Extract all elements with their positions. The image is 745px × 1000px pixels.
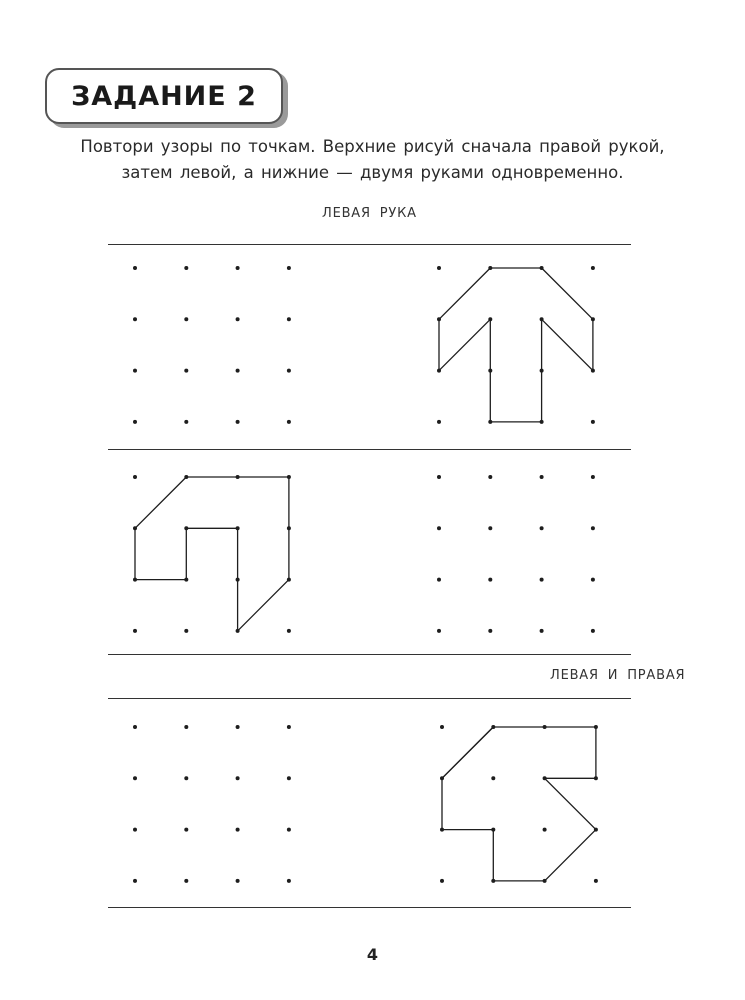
grid-dot <box>133 420 137 424</box>
grid-dot <box>184 317 188 321</box>
grid-dot <box>236 266 240 270</box>
grid-dot <box>540 629 544 633</box>
arrow-left-pattern-diagonal <box>442 727 493 778</box>
grid-dot <box>437 526 441 530</box>
hook-pattern-outline <box>135 477 289 631</box>
grid-dot <box>488 578 492 582</box>
sample-hook <box>133 475 291 633</box>
grid-dot <box>594 776 598 780</box>
grid-dot <box>440 725 444 729</box>
grid-dot <box>591 475 595 479</box>
grid-dot <box>184 578 188 582</box>
grid-dot <box>236 420 240 424</box>
grid-dot <box>488 266 492 270</box>
grid-dot <box>184 420 188 424</box>
grid-dot <box>440 828 444 832</box>
grid-dot <box>488 317 492 321</box>
empty-dot-grid-arrow-up[interactable] <box>133 266 291 424</box>
grid-dot <box>133 369 137 373</box>
grid-dot <box>133 475 137 479</box>
grid-dot <box>543 879 547 883</box>
grid-dot <box>133 629 137 633</box>
grid-dot <box>236 776 240 780</box>
grid-dot <box>491 776 495 780</box>
grid-dot <box>488 369 492 373</box>
grid-dot <box>543 725 547 729</box>
instruction-line-2: затем левой, а нижние — двумя руками одновременно. <box>121 163 624 182</box>
grid-dot <box>491 879 495 883</box>
grid-dot <box>591 317 595 321</box>
grid-dot <box>437 475 441 479</box>
grid-dot <box>591 629 595 633</box>
grid-dot <box>236 369 240 373</box>
empty-dot-grid-hook[interactable] <box>437 475 595 633</box>
grid-dot <box>184 526 188 530</box>
grid-dot <box>184 369 188 373</box>
arrow-left-pattern-outline <box>442 727 596 881</box>
grid-dot <box>540 578 544 582</box>
section-label-both-hands: ЛЕВАЯ И ПРАВАЯ <box>550 668 686 683</box>
grid-dot <box>591 526 595 530</box>
grid-dot <box>133 828 137 832</box>
grid-dot <box>236 526 240 530</box>
grid-dot <box>133 317 137 321</box>
page-number: 4 <box>366 945 379 964</box>
grid-dot <box>287 879 291 883</box>
grid-dot <box>236 879 240 883</box>
grid-dot <box>184 266 188 270</box>
grid-dot <box>287 369 291 373</box>
section-label-left-hand: ЛЕВАЯ РУКА <box>322 206 417 221</box>
grid-dot <box>133 526 137 530</box>
grid-dot <box>184 725 188 729</box>
grid-dot <box>287 629 291 633</box>
grid-dot <box>184 776 188 780</box>
grid-dot <box>540 475 544 479</box>
grid-dot <box>133 776 137 780</box>
grid-dot <box>591 369 595 373</box>
grid-dot <box>488 629 492 633</box>
grid-dot <box>543 776 547 780</box>
grid-dot <box>540 420 544 424</box>
grid-dot <box>491 725 495 729</box>
grid-dot <box>133 879 137 883</box>
grid-dot <box>540 526 544 530</box>
grid-dot <box>287 266 291 270</box>
grid-dot <box>236 578 240 582</box>
grid-dot <box>488 526 492 530</box>
grid-dot <box>594 879 598 883</box>
grid-dot <box>133 725 137 729</box>
grid-dot <box>184 879 188 883</box>
grid-dot <box>437 266 441 270</box>
sample-arrow-up <box>437 266 595 424</box>
grid-dot <box>540 266 544 270</box>
grid-dot <box>437 578 441 582</box>
grid-dot <box>591 420 595 424</box>
grid-dot <box>184 475 188 479</box>
task-title: ЗАДАНИЕ 2 <box>71 80 257 112</box>
grid-dot <box>184 629 188 633</box>
grid-dot <box>437 420 441 424</box>
grid-dot <box>236 828 240 832</box>
grid-dot <box>437 629 441 633</box>
instruction-line-1: Повтори узоры по точкам. Верхние рисуй сначала правой рукой, <box>80 137 665 156</box>
grid-dot <box>287 475 291 479</box>
grid-dot <box>437 369 441 373</box>
arrow-up-pattern-outline <box>439 268 593 422</box>
grid-dot <box>488 475 492 479</box>
grid-dot <box>540 317 544 321</box>
empty-dot-grid-arrow-left[interactable] <box>133 725 291 883</box>
grid-dot <box>437 317 441 321</box>
grid-dot <box>287 776 291 780</box>
grid-dot <box>540 369 544 373</box>
grid-dot <box>287 725 291 729</box>
grid-dot <box>236 475 240 479</box>
grid-dot <box>488 420 492 424</box>
grid-dot <box>287 828 291 832</box>
grid-dot <box>236 317 240 321</box>
grid-dot <box>287 526 291 530</box>
grid-dot <box>133 266 137 270</box>
grid-dot <box>491 828 495 832</box>
sample-arrow-left <box>440 725 598 883</box>
grid-dot <box>594 828 598 832</box>
grid-dot <box>236 725 240 729</box>
grid-dot <box>287 317 291 321</box>
grid-dot <box>287 578 291 582</box>
grid-dot <box>440 776 444 780</box>
grid-dot <box>236 629 240 633</box>
grid-dot <box>543 828 547 832</box>
grid-dot <box>184 828 188 832</box>
grid-dot <box>287 420 291 424</box>
grid-dot <box>591 266 595 270</box>
grid-dot <box>591 578 595 582</box>
grid-dot <box>440 879 444 883</box>
grid-dot <box>594 725 598 729</box>
grid-dot <box>133 578 137 582</box>
